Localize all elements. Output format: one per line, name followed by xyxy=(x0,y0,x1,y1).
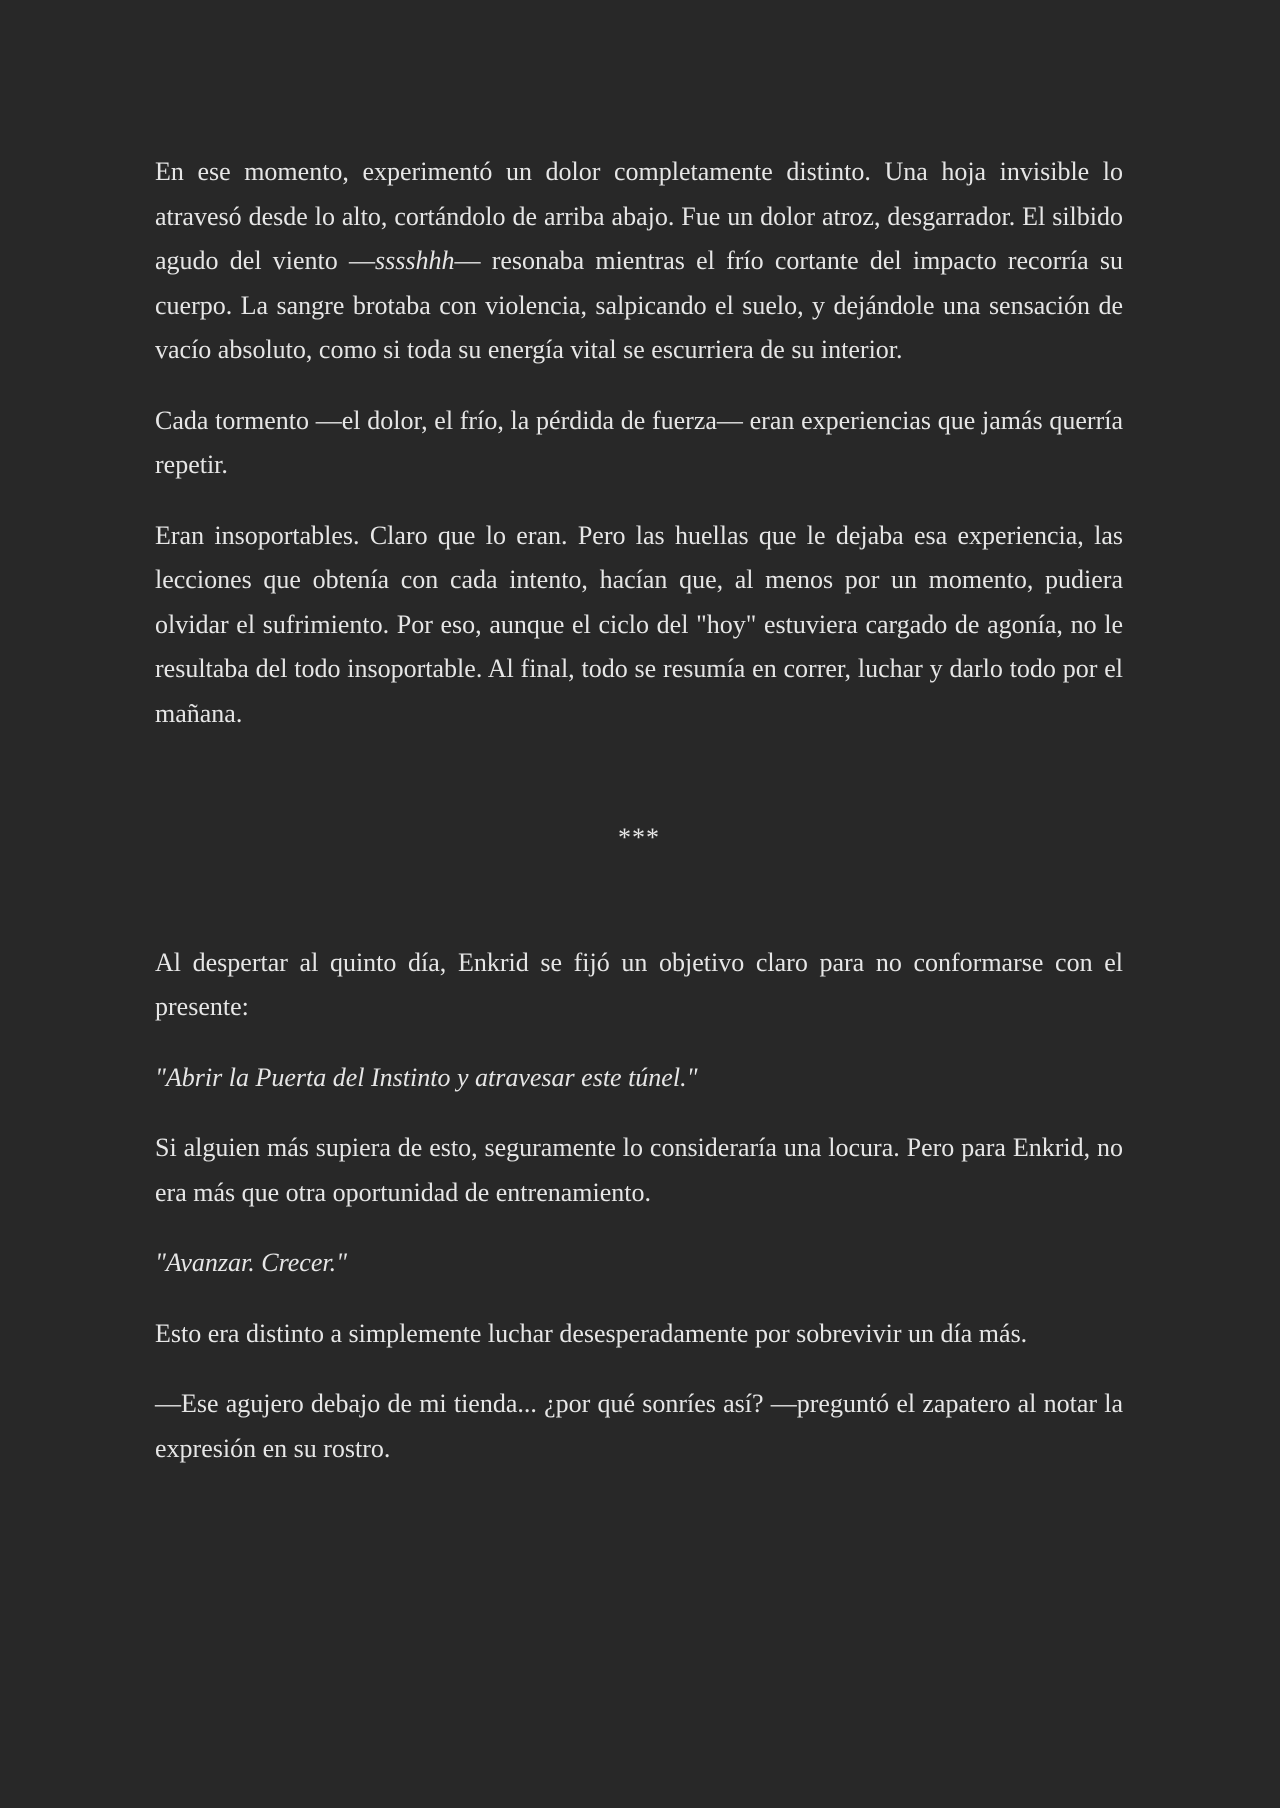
paragraph-1 xyxy=(155,150,1123,373)
paragraph-2: Cada tormento —el dolor, el frío, la pérdida de fuerza— eran experiencias que jamás querría repetir. xyxy=(155,405,1123,479)
document-body xyxy=(155,150,1123,1471)
paragraph-8: Esto era distinto a simplemente luchar desesperadamente por sobrevivir un día más. xyxy=(155,1318,1028,1348)
paragraph-1-italic-sound: sssshhh xyxy=(375,246,455,275)
paragraph-7-italic-quote xyxy=(155,1241,1123,1286)
paragraph-3: Eran insoportables. Claro que lo eran. Pero las huellas que le dejaba esa experiencia, las lecciones que obtenía con cada intento, hacían que, al menos por un momento, pudiera olvidar el sufrimiento. Por eso, aunque el ciclo del "hoy" estuviera cargado de agonía, no le resultaba del todo insoportable. Al final, todo se resumía en correr, luchar y darlo todo por el mañana. xyxy=(155,520,1123,728)
paragraph-5-italic-quote xyxy=(155,1056,1123,1101)
paragraph-6: Si alguien más supiera de esto, seguramente lo consideraría una locura. Pero para Enkrid, no era más que otra oportunidad de entrenamiento. xyxy=(155,1133,1123,1207)
paragraph-1-text-end: — resonaba mientras el frío cortante del impacto recorría su cuerpo. La sangre brotaba con violencia, salpicando el suelo, y dejándole una sensación de vacío absoluto, como si toda su energía vital se escurriera de su interior. xyxy=(155,246,1123,364)
quote-text: "Avanzar. Crecer." xyxy=(155,1248,348,1277)
paragraph-9: —Ese agujero debajo de mi tienda... ¿por qué sonríes así? —preguntó el zapatero al notar la expresión en su rostro. xyxy=(155,1389,1123,1463)
quote-text: "Abrir la Puerta del Instinto y atravesar este túnel." xyxy=(155,1062,698,1092)
paragraph-4: Al despertar al quinto día, Enkrid se fijó un objetivo claro para no conformarse con el presente: xyxy=(155,947,1123,1021)
paragraph-1-text-start: En ese momento, experimentó un dolor completamente distinto. Una hoja invisible lo atravesó desde lo alto, cortándolo de arriba abajo. Fue un dolor atroz, desgarrador. El silbido agudo del viento — xyxy=(155,157,1123,275)
scene-separator: *** xyxy=(618,823,660,852)
